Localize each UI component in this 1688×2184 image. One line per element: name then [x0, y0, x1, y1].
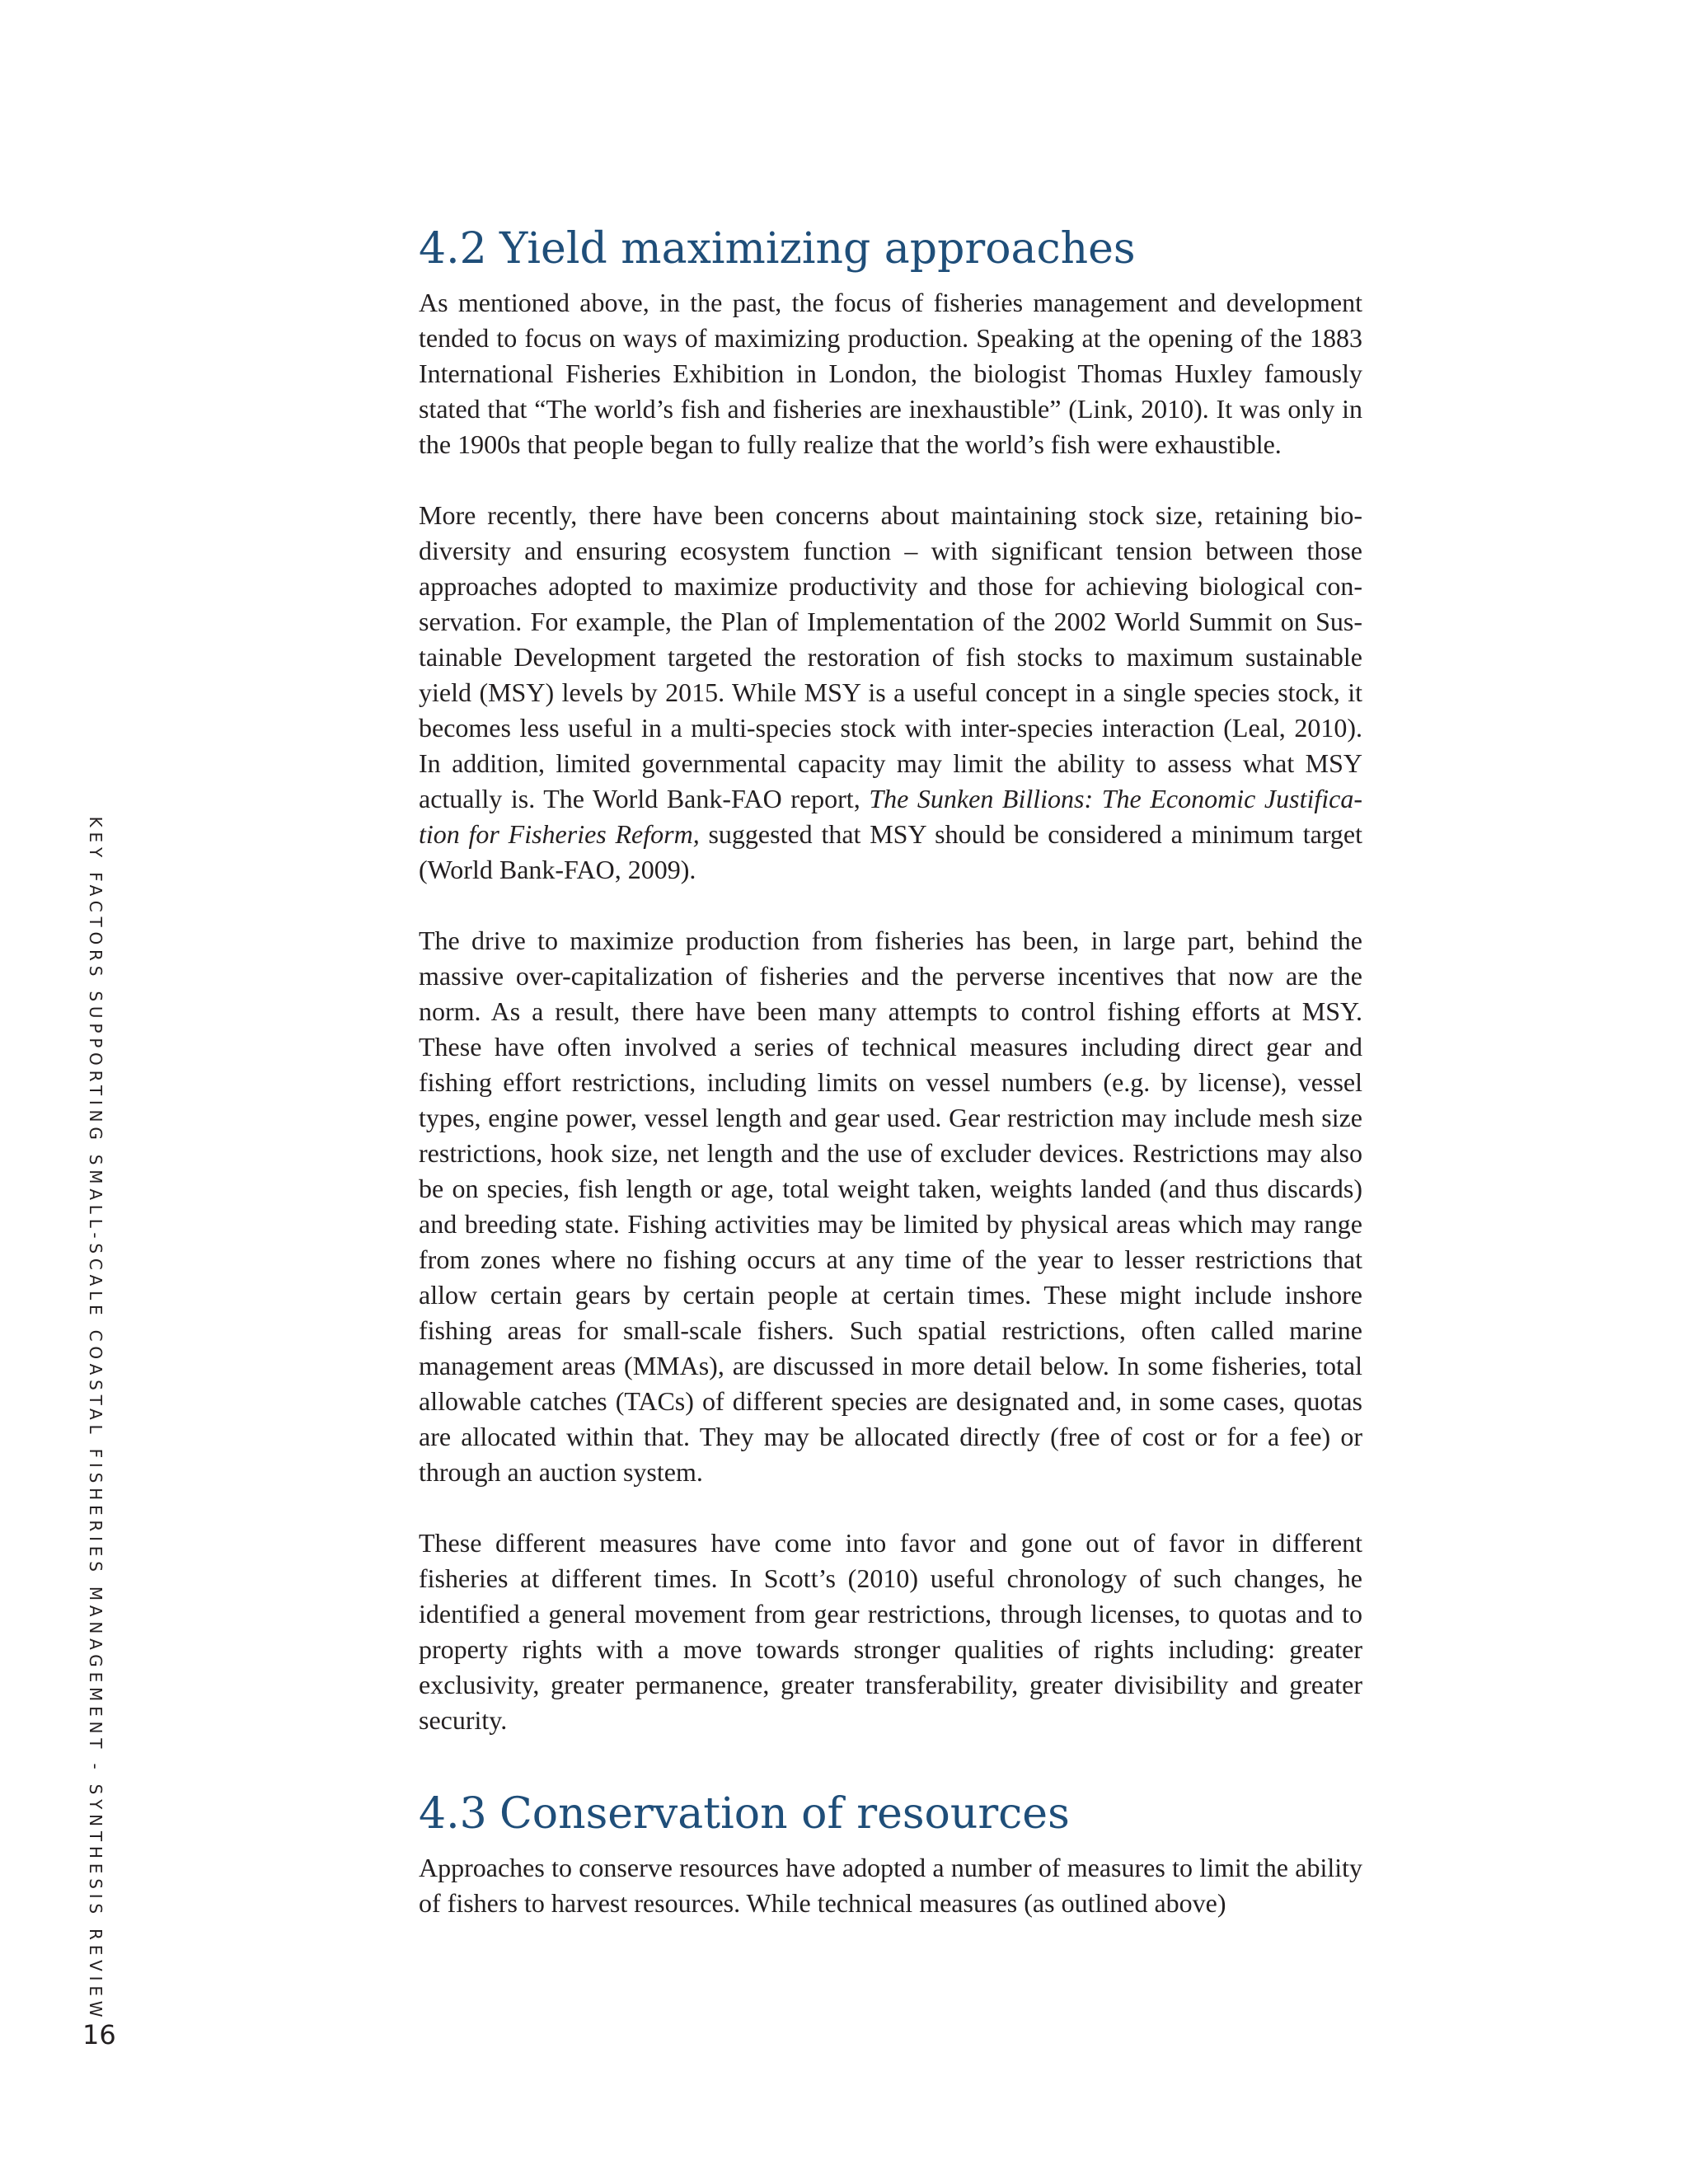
page-number: 16 — [82, 2019, 116, 2050]
paragraph: As mentioned above, in the past, the focus of fisheries management and development tended to focus on ways of maximizing production. Speaking at the opening of the 1883 International Fisheries Exhibition in London, the biologist Thomas Huxley famously stated that “The world’s fish and fisheries are inexhaustible” (Link, 2010). It was only in the 1900s that people began to fully realize that the world’s fish were exhaustible. — [419, 288, 1362, 459]
main-content — [419, 219, 1362, 1921]
section-heading — [419, 219, 1362, 279]
report-title-italic: The Sunken Billions: The Economic Justification for Fisheries Reform, — [419, 784, 1363, 849]
paragraph: These different measures have come into favor and gone out of favor in different fisheries at different times. In Scott’s (2010) useful chronology of such changes, he identified a general movement from gear restrictions, through licenses, to quotas and to property rights with a move towards stronger qualities of rights including: greater exclusivity, greater permanence, greater transferability, greater divisibility and greater security. — [419, 1528, 1362, 1735]
section-title: Conservation of resources — [499, 1789, 1070, 1839]
section-4-2 — [419, 219, 1362, 1738]
paragraph-text: More recently, there have been concerns about maintaining stock size, retaining biodiversity and ensuring ecosystem function – with significant tension between those approaches adopted to maximize productivity and those for achieving biological conservation. For example, the Plan of Implementation of the 2002 World Summit on Sustainable Development targeted the restoration of fish stocks to maximum sustainable yield (MSY) levels by 2015. While MSY is a useful concept in a single species stock, it becomes less useful in a multi-species stock with inter-species interaction (Leal, 2010). In addition, limited governmental capacity may limit the ability to assess what MSY actually is. The World Bank-FAO report, — [419, 500, 1362, 813]
section-number: 4.2 — [419, 224, 487, 274]
section-4-3 — [419, 1784, 1362, 1921]
section-number: 4.3 — [419, 1789, 487, 1839]
paragraph: The drive to maximize production from fisheries has been, in large part, behind the massive over-capitalization of fisheries and the perverse incentives that now are the norm. As a result, there have been many attempts to control fishing efforts at MSY. These have often involved a series of technical measures including direct gear and fishing effort restrictions, including limits on vessel numbers (e.g. by license), vessel types, engine power, vessel length and gear used. Gear restriction may include mesh size restrictions, hook size, net length and the use of excluder devices. Restrictions may also be on species, fish length or age, total weight taken, weights landed (and thus discards) and breeding state. Fishing activities may be limited by physical areas which may range from zones where no fishing occurs at any time of the year to lesser restrictions that allow certain gears by certain people at certain times. These might include inshore fishing areas for small-scale fishers. Such spatial restrictions, often called marine management areas (MMAs), are discussed in more detail below. In some fisheries, total allowable catches (TACs) of different species are designated and, in some cases, quotas are allocated within that. They may be allocated directly (free of cost or for a fee) or through an auction system. — [419, 926, 1362, 1487]
paragraph-text: suggested that MSY should be considered a minimum target (World Bank-FAO, 2009). — [419, 819, 1363, 884]
paragraph — [419, 498, 1362, 888]
section-title: Yield maximizing approaches — [499, 224, 1136, 274]
paragraph: Approaches to conserve resources have adopted a number of measures to limit the ability of fishers to harvest resources. While technical measures (as outlined above) — [419, 1853, 1362, 1918]
running-title: KEY FACTORS SUPPORTING SMALL-SCALE COASTAL FISHERIES MANAGEMENT - SYNTHESIS REVIEW — [86, 816, 106, 2022]
section-heading — [419, 1784, 1362, 1844]
